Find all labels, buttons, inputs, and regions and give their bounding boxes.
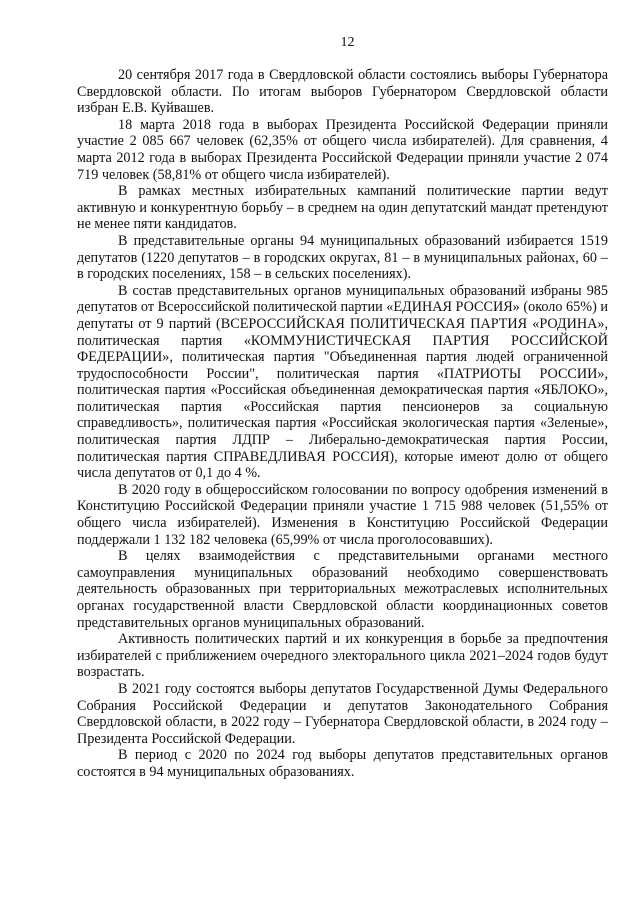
paragraph-governor-election-2017: 20 сентября 2017 года в Свердловской области состоялись выборы Губернатора Свердловской области. По итогам выборов Губернатором Свердловской области избран Е.В. Куйвашев. xyxy=(77,67,608,117)
paragraph-party-activity: Активность политических партий и их конкуренция в борьбе за предпочтения избирателей с приближением очередного электорального цикла 2021–2024 годов будут возрастать. xyxy=(77,631,608,681)
page-number: 12 xyxy=(340,35,355,50)
document-body xyxy=(77,67,608,781)
paragraph-interaction-goals: В целях взаимодействия с представительными органами местного самоуправления муниципальных образований необходимо совершенствовать деятельность образованных при территориальных межотраслевых исполнительных органах государственной власти Свердловской области координационных советов представительных органов муниципальных образований. xyxy=(77,548,608,631)
paragraph-representative-bodies: В представительные органы 94 муниципальных образований избирается 1519 депутатов (1220 депутатов – в городских округах, 81 – в муниципальных районах, 60 – в городских поселениях, 158 – в сельских поселениях). xyxy=(77,232,608,283)
paragraph-upcoming-elections: В 2021 году состоятся выборы депутатов Государственной Думы Федерального Собрания Российской Федерации и депутатов Законодательного Собрания Свердловской области, в 2022 году – Губернатора Свердловской области, в 2024 году – Президента Российской Федерации. xyxy=(77,680,608,747)
paragraph-local-campaigns: В рамках местных избирательных кампаний политические партии ведут активную и конкурентную борьбу – в среднем на один депутатский мандат претендуют не менее пяти кандидатов. xyxy=(77,183,608,233)
paragraph-constitution-vote-2020: В 2020 году в общероссийском голосовании по вопросу одобрения изменений в Конституцию Российской Федерации приняли участие 1 715 988 человек (51,55% от общего числа избирателей). Изменения в Конституцию Российской Федерации поддержали 1 132 182 человека (65,99% от числа проголосовавших). xyxy=(77,481,608,548)
paragraph-party-composition: В состав представительных органов муниципальных образований избраны 985 депутатов от Всероссийской политической партии «ЕДИНАЯ РОССИЯ» (около 65%) и депутаты от 9 партий (ВСЕРОССИЙСКАЯ ПОЛИТИЧЕСКАЯ ПАРТИЯ «РОДИНА», политическая партия «КОММУНИСТИЧЕСКАЯ ПАРТИЯ РОССИЙСКОЙ ФЕДЕРАЦИИ», политическая партия "Объединенная партия людей ограниченной трудоспособности России", политическая партия «ПАТРИОТЫ РОССИИ», политическая партия «Российская объединенная демократическая партия «ЯБЛОКО», политическая партия «Российская партия пенсионеров за социальную справедливость», политическая партия «Российская экологическая партия «Зеленые», политическая партия ЛДПР – Либерально-демократическая партия России, политическая партия СПРАВЕДЛИВАЯ РОССИЯ), которые имеют долю от общего числа депутатов от 0,1 до 4 %. xyxy=(77,282,608,482)
paragraph-presidential-election-2018: 18 марта 2018 года в выборах Президента Российской Федерации приняли участие 2 085 667 человек (62,35% от общего числа избирателей). Для сравнения, 4 марта 2012 года в выборах Президента Российской Федерации приняли участие 2 074 719 человек (58,81% от общего числа избирателей). xyxy=(77,116,608,183)
paragraph-municipal-elections-period: В период с 2020 по 2024 год выборы депутатов представительных органов состоятся в 94 муниципальных образованиях. xyxy=(77,747,608,780)
